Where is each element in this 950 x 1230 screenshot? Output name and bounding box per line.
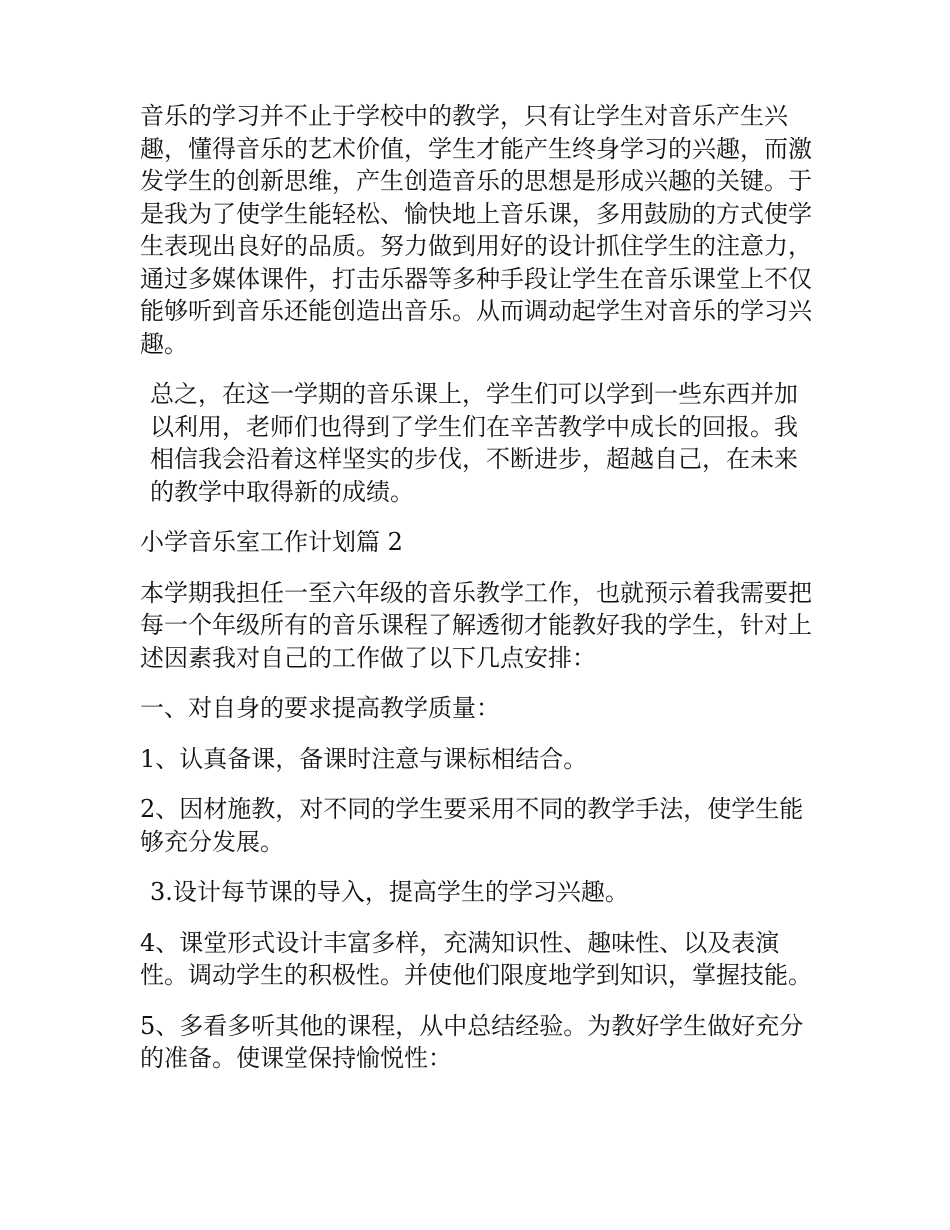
list-item-2: 2、因材施教，对不同的学生要采用不同的教学手法，使学生能够充分发展。 [140, 795, 804, 856]
list-heading-self-requirements: 一、对自身的要求提高教学质量： [140, 694, 500, 722]
paragraph-music-learning-interest: 音乐的学习并不止于学校中的教学，只有让学生对音乐产生兴趣，懂得音乐的艺术价值，学生才能产生终身学习的兴趣，而激发学生的创新思维，产生创造音乐的思想是形成兴趣的关键。于是我为了使学生能轻松、愉快地上音乐课，多用鼓励的方式使学生表现出良好的品质。努力做到用好的设计抓住学生的注意力，通过多媒体课件，打击乐器等多种手段让学生在音乐课堂上不仅能够听到音乐还能创造出音乐。从而调动起学生对音乐的学习兴趣。 [140, 102, 812, 358]
paragraph-plan-intro: 本学期我担任一至六年级的音乐教学工作，也就预示着我需要把每一个年级所有的音乐课程了解透彻才能教好我的学生，针对上述因素我对自己的工作做了以下几点安排： [140, 578, 812, 672]
list-item-3: 3.设计每节课的导入，提高学生的学习兴趣。 [150, 878, 629, 906]
list-item-1: 1、认真备课，备课时注意与课标相结合。 [140, 744, 588, 773]
document-page [140, 100, 820, 1093]
section-heading-plan-2: 小学音乐室工作计划篇 2 [140, 528, 403, 556]
paragraph-summary: 总之，在这一学期的音乐课上，学生们可以学到一些东西并加以利用，老师们也得到了学生们在辛苦教学中成长的回报。我相信我会沿着这样坚实的步伐，不断进步，超越自己，在未来的教学中取得新的成绩。 [150, 380, 798, 506]
list-item-4: 4、课堂形式设计丰富多样，充满知识性、趣味性、以及表演性。调动学生的积极性。并使他们限度地学到知识，掌握技能。 [140, 928, 812, 989]
list-item-5: 5、多看多听其他的课程，从中总结经验。为教好学生做好充分的准备。使课堂保持愉悦性： [140, 1011, 804, 1072]
